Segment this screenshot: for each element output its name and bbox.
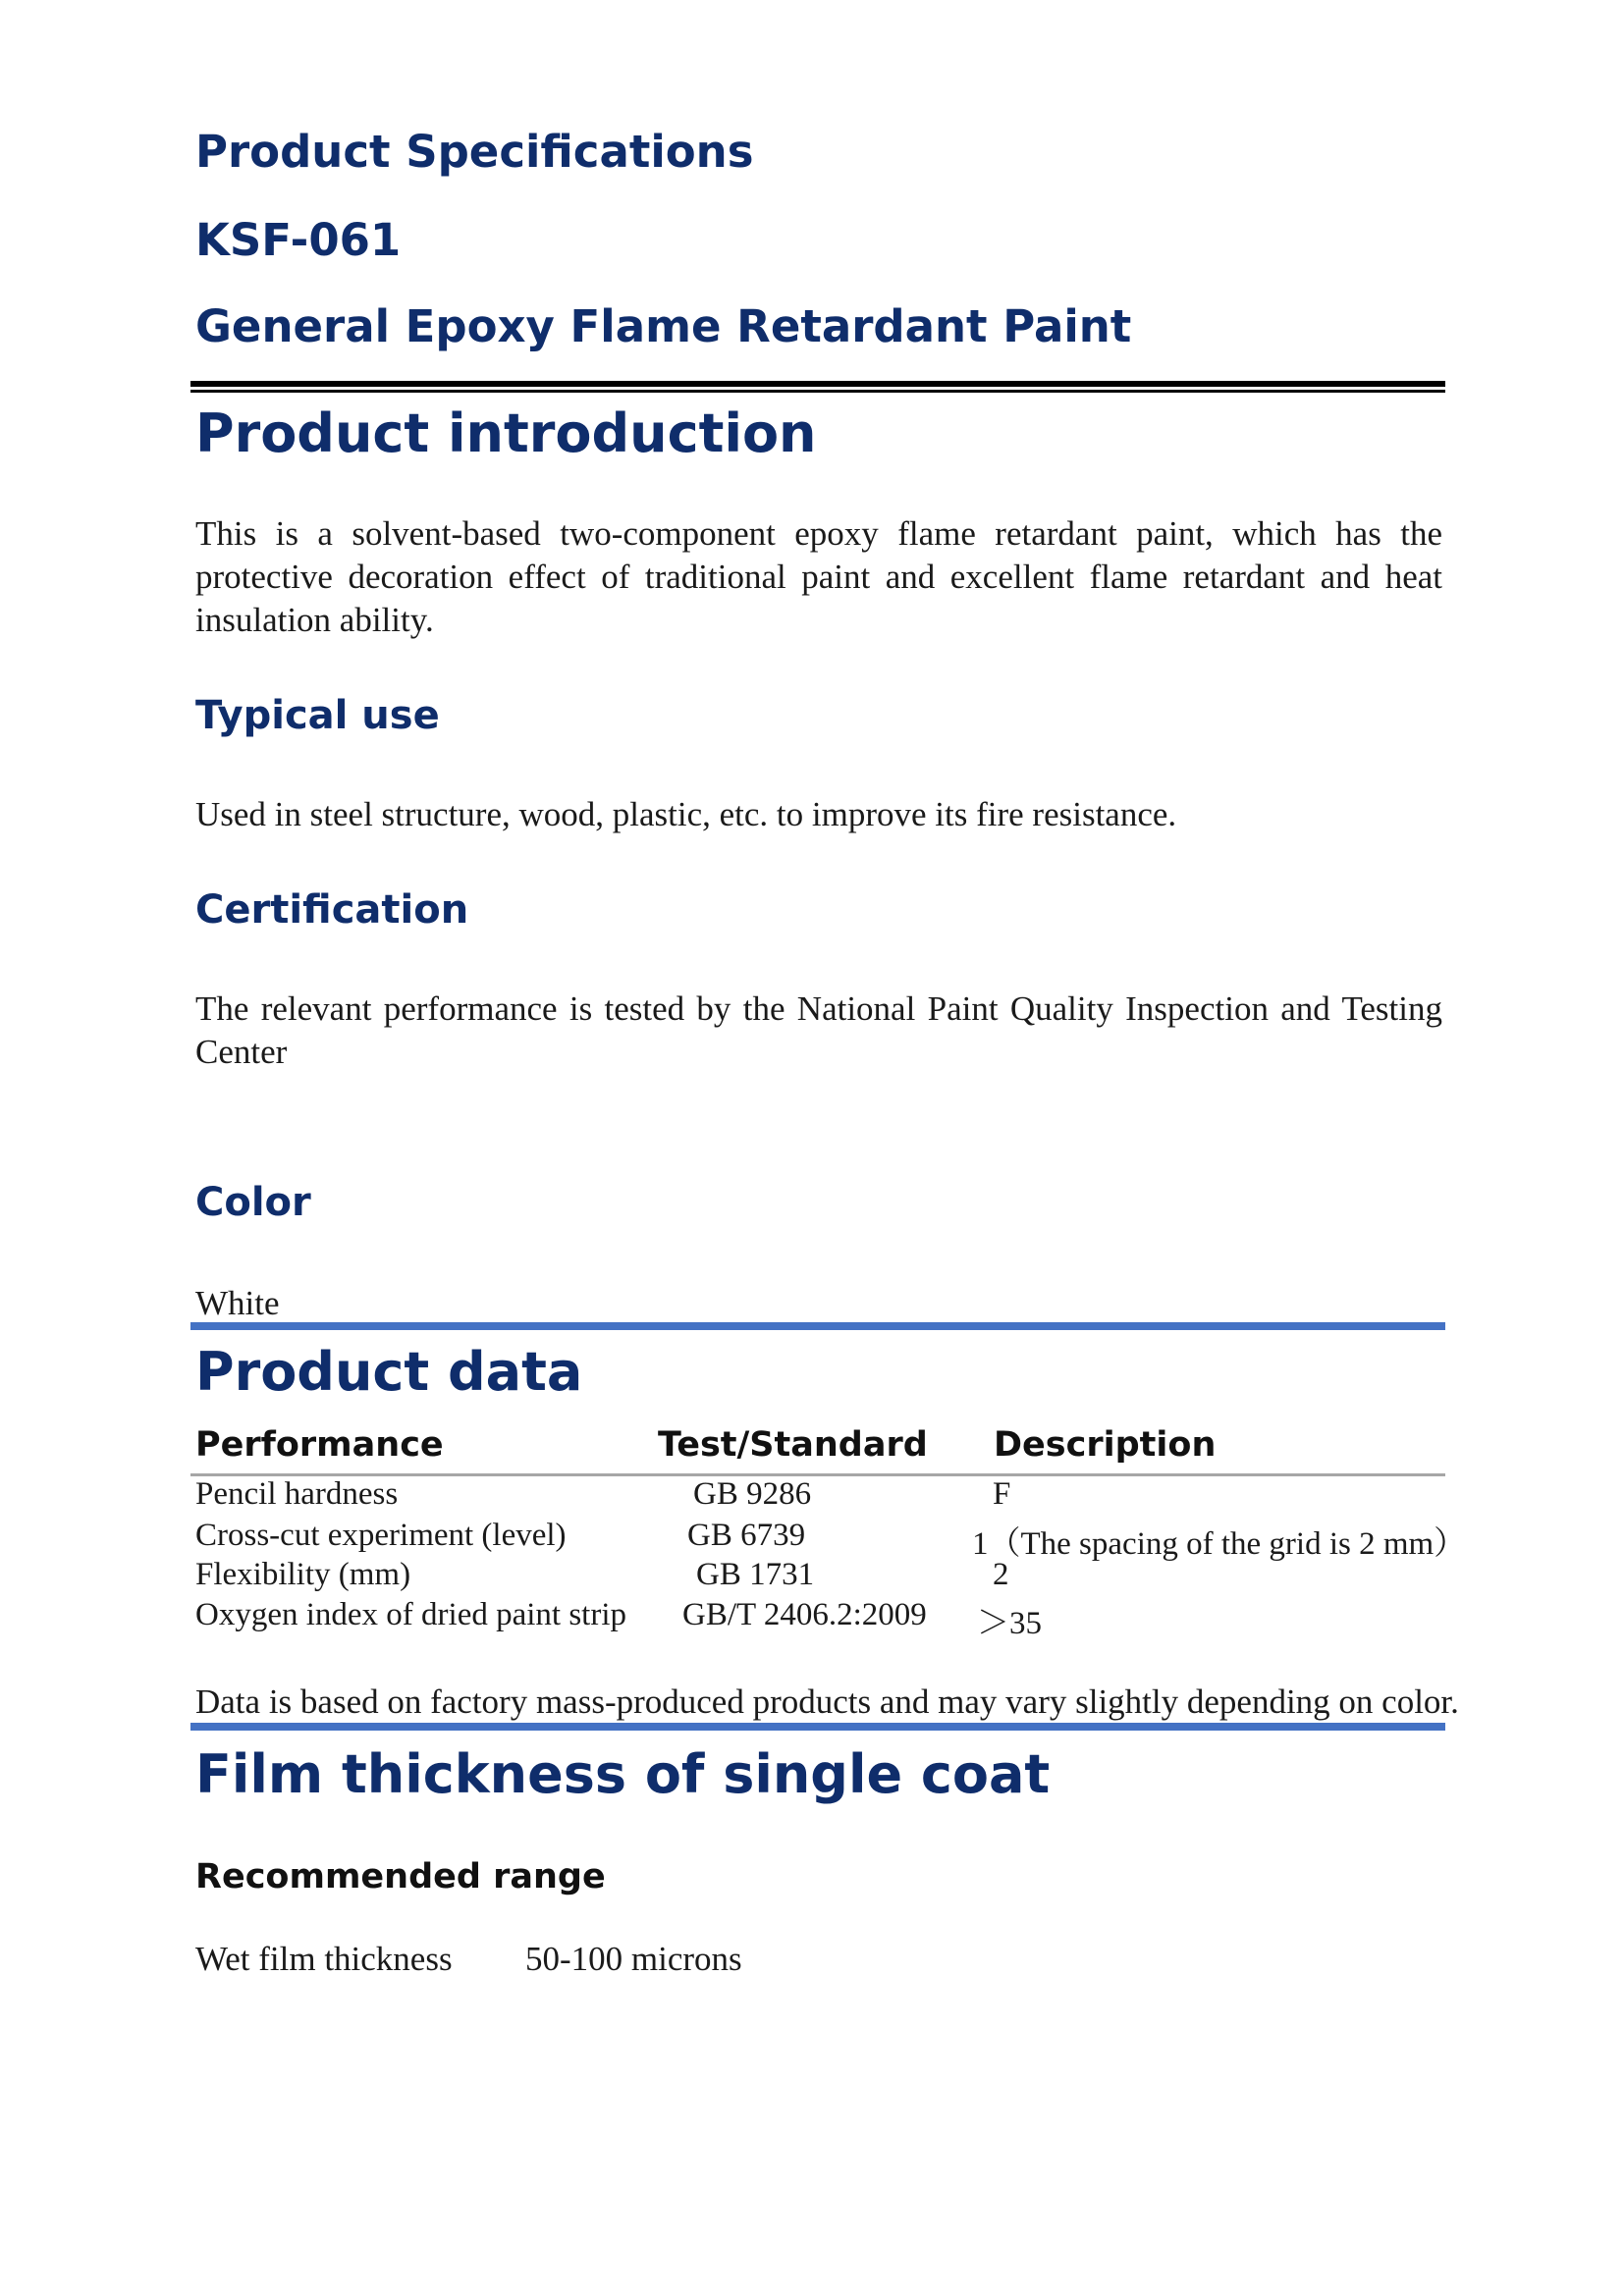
intro-heading: Product introduction — [195, 402, 817, 464]
wet-film-label: Wet film thickness — [195, 1940, 453, 1978]
intro-text: This is a solvent-based two-component epoxy flame retardant paint, which has the protective decoration effect of traditional paint and excellent flame retardant and heat insulation ability. — [195, 514, 1442, 639]
cell-standard: GB 9286 — [693, 1476, 812, 1512]
cell-standard: GB 1731 — [696, 1557, 815, 1592]
product-name: General Epoxy Flame Retardant Paint — [195, 300, 1132, 352]
column-header-description: Description — [994, 1425, 1217, 1465]
cell-performance: Cross-cut experiment (level) — [195, 1518, 567, 1553]
cell-description: F — [993, 1476, 1011, 1512]
typical-use-heading: Typical use — [195, 693, 440, 738]
typical-use-text: Used in steel structure, wood, plastic, etc. to improve its fire resistance. — [195, 795, 1177, 833]
color-heading: Color — [195, 1180, 311, 1225]
cell-performance: Flexibility (mm) — [195, 1557, 411, 1592]
cell-performance: Oxygen index of dried paint strip — [195, 1597, 626, 1632]
certification-text: The relevant performance is tested by the National Paint Quality Inspection and Testing Center — [195, 989, 1442, 1071]
recommended-range-heading: Recommended range — [195, 1857, 606, 1896]
title-divider-thick — [190, 381, 1445, 387]
column-header-test-standard: Test/Standard — [658, 1425, 928, 1465]
cell-performance: Pencil hardness — [195, 1476, 399, 1512]
wet-film-value: 50-100 microns — [525, 1940, 742, 1978]
cell-description: 1（The spacing of the grid is 2 mm） — [972, 1526, 1467, 1562]
cell-description: ＞35 — [977, 1606, 1042, 1641]
color-value: White — [195, 1284, 280, 1322]
cell-standard: GB 6739 — [687, 1518, 806, 1553]
product-code: KSF-061 — [195, 214, 402, 266]
data-note: Data is based on factory mass-produced products and may vary slightly depending on color. — [195, 1682, 1459, 1721]
certification-heading: Certification — [195, 887, 469, 933]
section-divider — [190, 1723, 1445, 1731]
cell-standard: GB/T 2406.2:2009 — [682, 1597, 927, 1632]
column-header-performance: Performance — [195, 1425, 444, 1465]
section-divider — [190, 1322, 1445, 1330]
film-heading: Film thickness of single coat — [195, 1743, 1051, 1805]
cell-description: 2 — [993, 1557, 1009, 1592]
doc-title: Product Specifications — [195, 126, 754, 178]
title-divider-thin — [190, 390, 1445, 393]
product-data-heading: Product data — [195, 1341, 583, 1403]
